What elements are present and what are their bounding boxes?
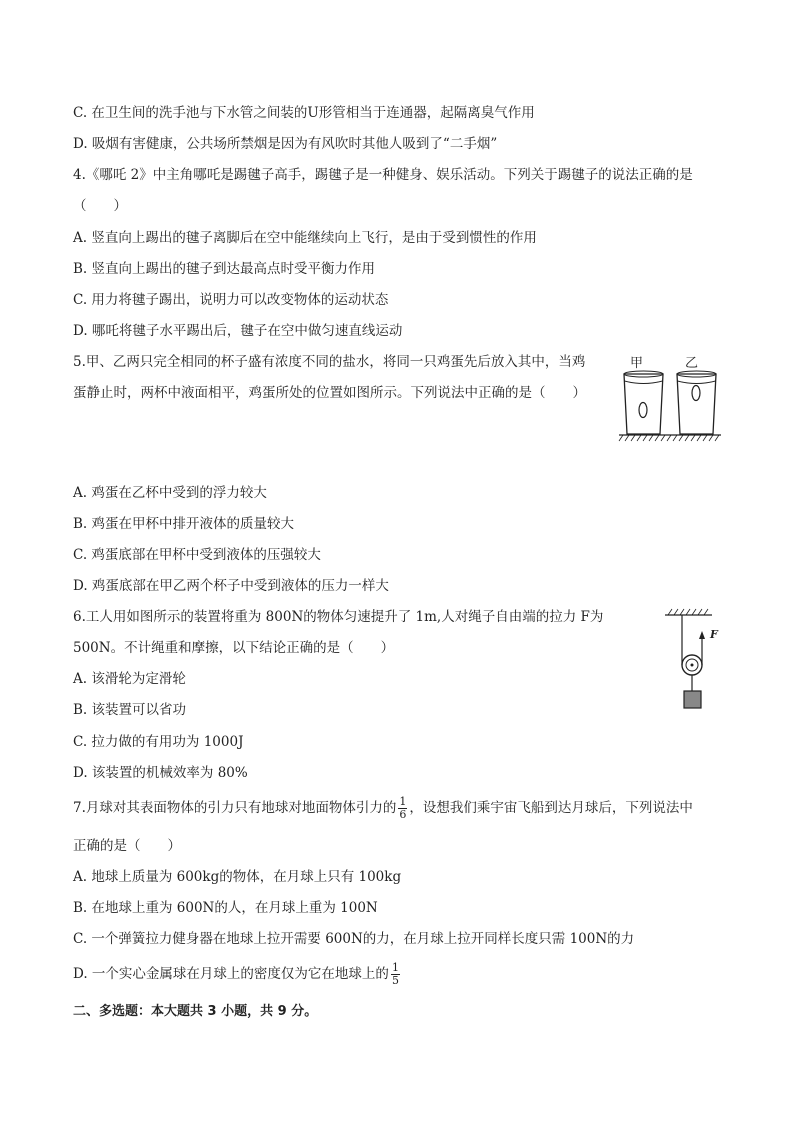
q4-stem-line2: （ ） bbox=[73, 198, 127, 214]
q5-option-d: D. 鸡蛋底部在甲乙两个杯子中受到液体的压力一样大 bbox=[73, 578, 389, 594]
force-label-f: F bbox=[710, 628, 718, 641]
q7-fraction-one-sixth: $\frac{1}{6}$ bbox=[399, 795, 407, 821]
q5-option-b: B. 鸡蛋在甲杯中排开液体的质量较大 bbox=[73, 516, 295, 532]
q3-option-c: C. 在卫生间的洗手池与下水管之间装的U形管相当于连通器，起隔离臭气作用 bbox=[73, 105, 535, 121]
cup-label-yi: 乙 bbox=[685, 356, 699, 371]
egg-in-yi bbox=[692, 386, 700, 401]
q4-option-c: C. 用力将毽子踢出，说明力可以改变物体的运动状态 bbox=[73, 292, 389, 308]
q6-option-d: D. 该装置的机械效率为 80% bbox=[73, 765, 248, 781]
q7-stem-line1 bbox=[73, 796, 693, 821]
q6-stem-line1: 6.工人用如图所示的装置将重为 800N的物体匀速提升了 1m,人对绳子自由端的拉力 F为 bbox=[73, 609, 604, 625]
q6-option-a: A. 该滑轮为定滑轮 bbox=[73, 671, 186, 687]
q7-stem-part1: 7.月球对其表面物体的引力只有地球对地面物体引力的 bbox=[73, 800, 397, 816]
q4-option-a: A. 竖直向上踢出的毽子离脚后在空中能继续向上飞行，是由于受到惯性的作用 bbox=[73, 230, 537, 246]
q4-option-b: B. 竖直向上踢出的毽子到达最高点时受平衡力作用 bbox=[73, 261, 376, 277]
q7-option-c: C. 一个弹簧拉力健身器在地球上拉开需要 600N的力，在月球上拉开同样长度只需 100N的力 bbox=[73, 931, 635, 947]
q7-option-a: A. 地球上质量为 600kg的物体，在月球上只有 100kg bbox=[73, 869, 402, 885]
egg-in-jia bbox=[639, 403, 647, 418]
q7-option-d-text: D. 一个实心金属球在月球上的密度仅为它在地球上的 bbox=[73, 966, 389, 982]
weight-block bbox=[684, 691, 701, 708]
q5-option-a: A. 鸡蛋在乙杯中受到的浮力较大 bbox=[73, 485, 267, 501]
cup-label-jia: 甲 bbox=[630, 356, 644, 371]
q6-option-c: C. 拉力做的有用功为 1000J bbox=[73, 734, 244, 750]
section-2-heading: 二、多选题：本大题共 3 小题，共 9 分。 bbox=[73, 1004, 318, 1019]
q6-stem-line2: 500N。不计绳重和摩擦，以下结论正确的是（ ） bbox=[73, 640, 395, 656]
q4-stem-line1: 4.《哪吒 2》中主角哪吒是踢毽子高手，踢毽子是一种健身、娱乐活动。下列关于踢毽子的说法正确的是 bbox=[73, 167, 693, 183]
q5-cups-figure bbox=[615, 350, 725, 445]
q7-option-d bbox=[73, 962, 402, 987]
q3-option-d: D. 吸烟有害健康，公共场所禁烟是因为有风吹时其他人吸到了“二手烟” bbox=[73, 136, 498, 152]
q5-option-c: C. 鸡蛋底部在甲杯中受到液体的压强较大 bbox=[73, 547, 321, 563]
q7-stem-part2: ，设想我们乘宇宙飞船到达月球后，下列说法中 bbox=[409, 800, 693, 816]
q5-stem-line1: 5.甲、乙两只完全相同的杯子盛有浓度不同的盐水，将同一只鸡蛋先后放入其中，当鸡 bbox=[73, 354, 586, 370]
q4-option-d: D. 哪吒将毽子水平踢出后，毽子在空中做匀速直线运动 bbox=[73, 323, 403, 339]
q7-option-b: B. 在地球上重为 600N的人，在月球上重为 100N bbox=[73, 900, 378, 916]
q6-pulley-figure bbox=[660, 605, 730, 710]
q6-option-b: B. 该装置可以省功 bbox=[73, 702, 187, 718]
q7-stem-line2: 正确的是（ ） bbox=[73, 838, 181, 854]
q5-stem-line2: 蛋静止时，两杯中液面相平，鸡蛋所处的位置如图所示。下列说法中正确的是（ ） bbox=[73, 385, 586, 401]
q7-fraction-one-fifth: $\frac{1}{5}$ bbox=[391, 961, 399, 987]
